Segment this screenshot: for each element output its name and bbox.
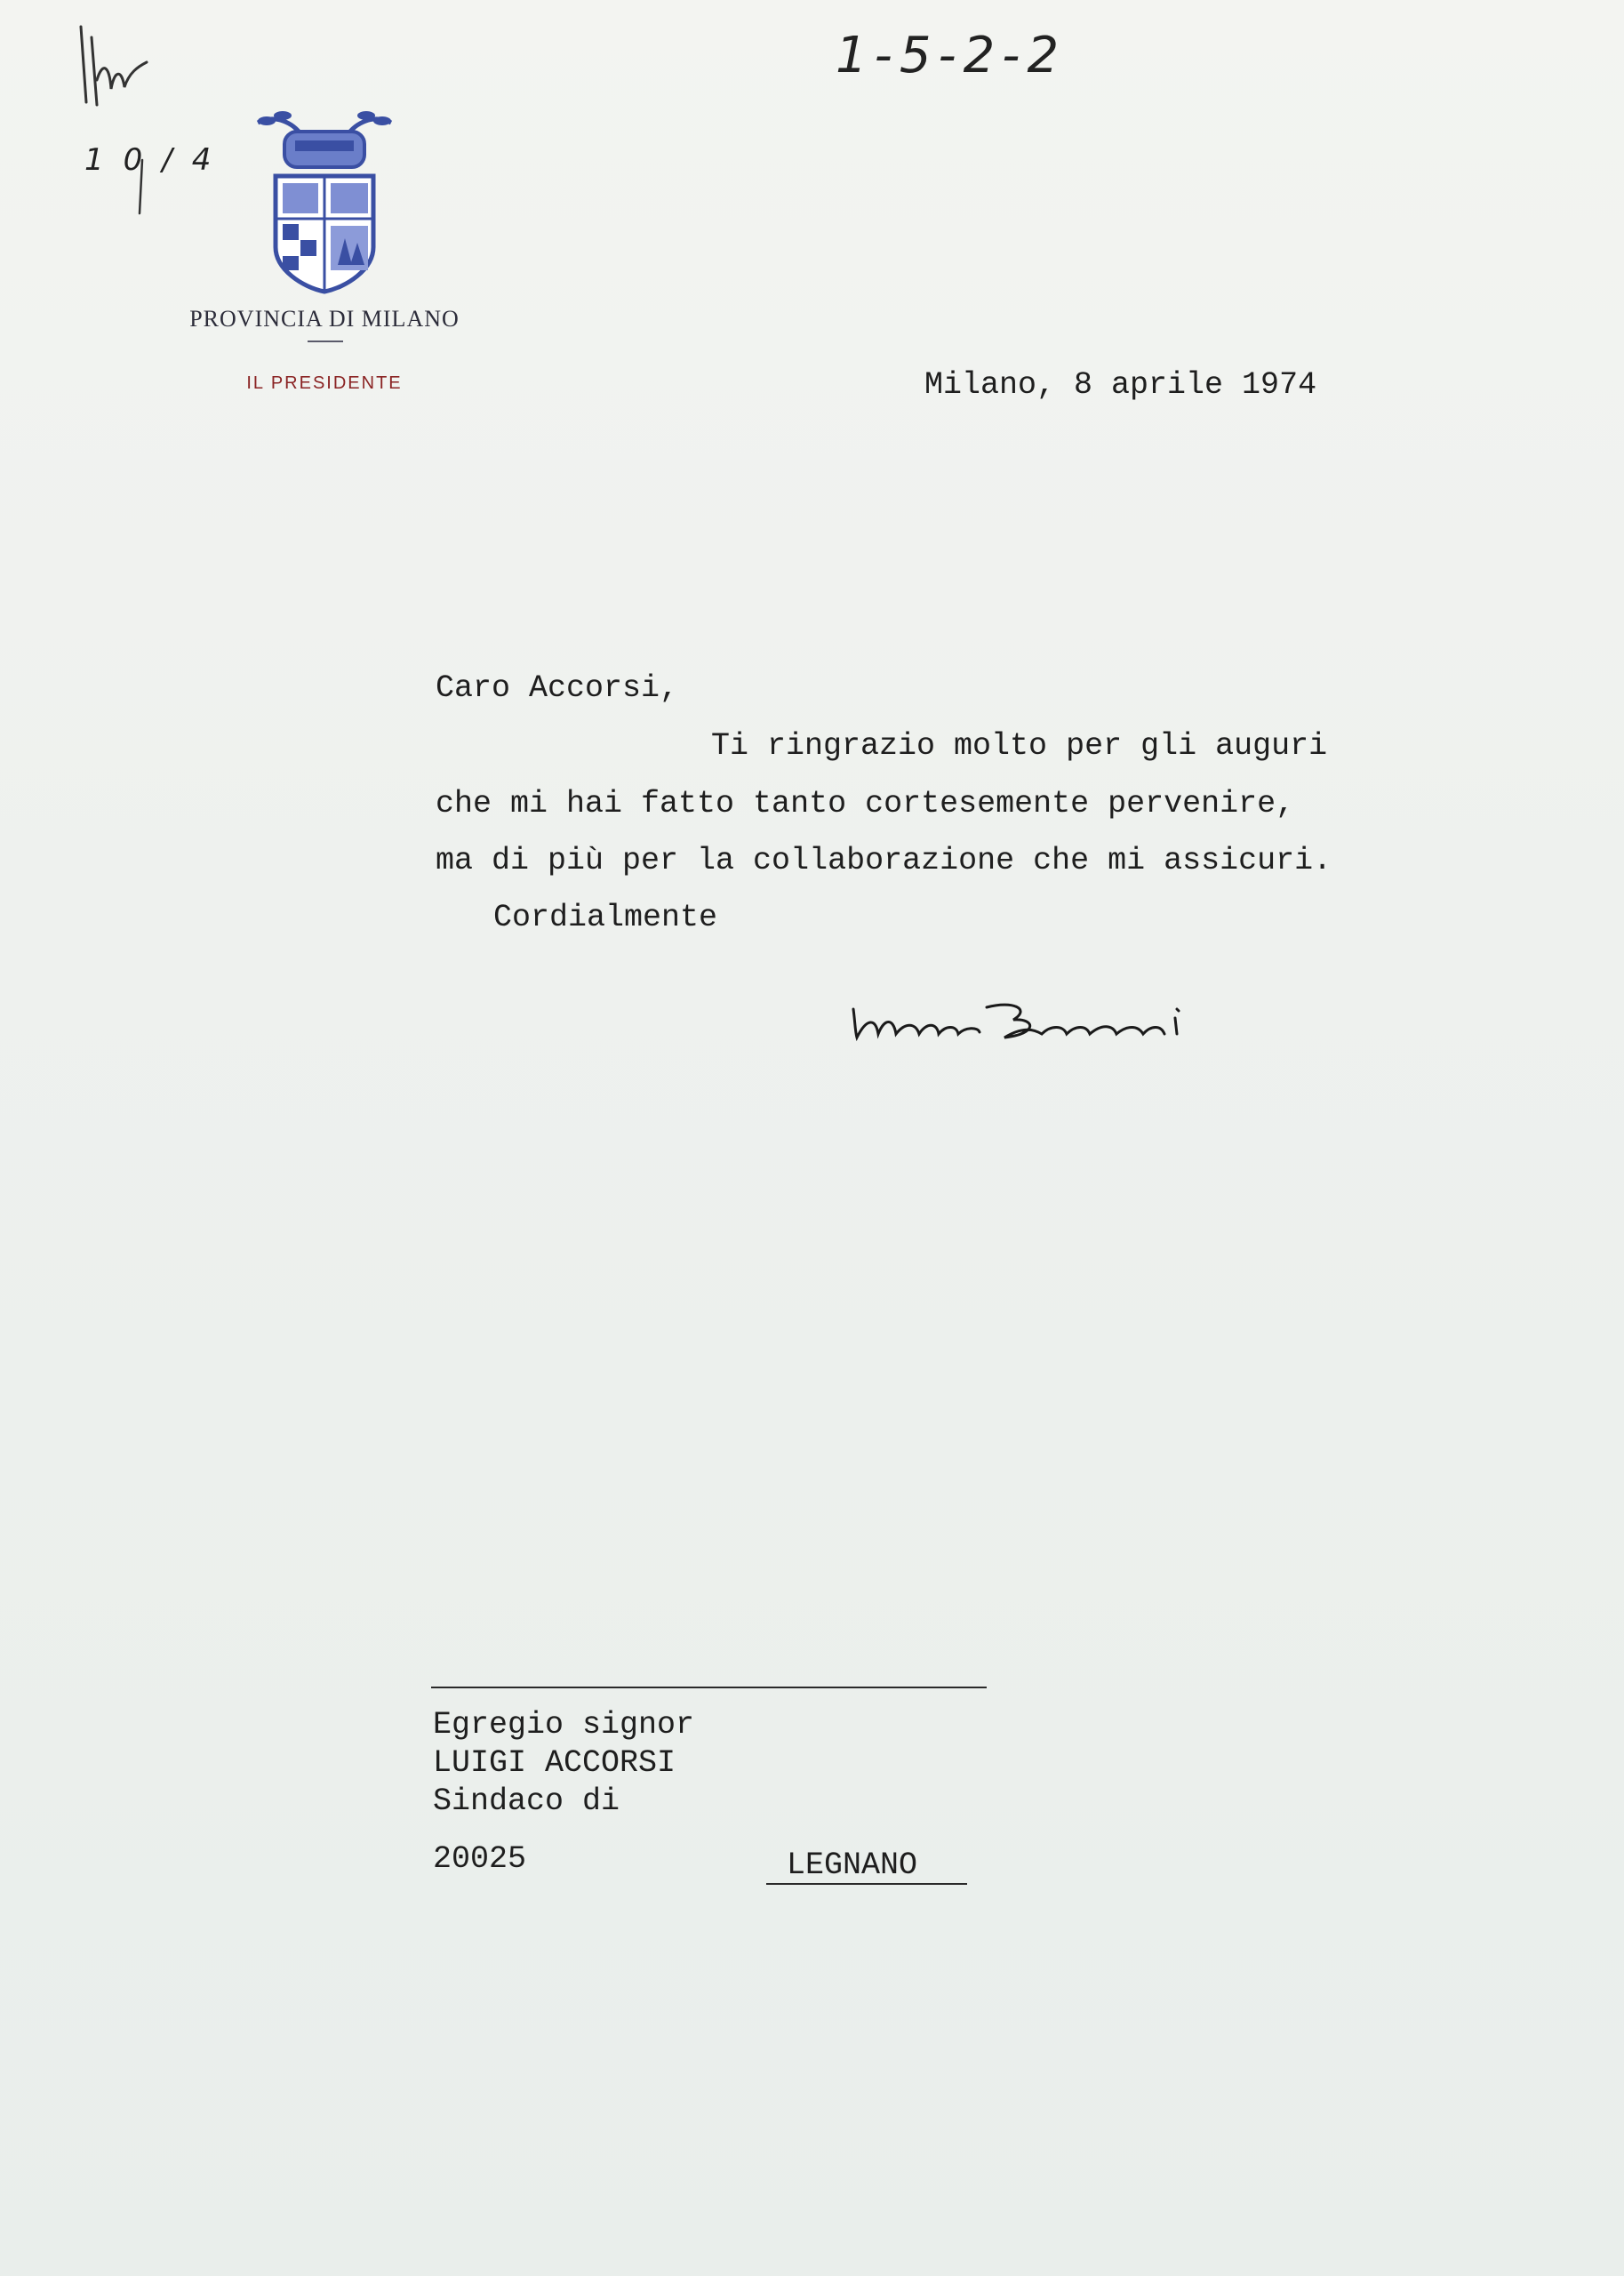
signature	[844, 982, 1298, 1062]
recipient-name: LUIGI ACCORSI	[433, 1745, 676, 1781]
recipient-city: LEGNANO	[787, 1847, 918, 1883]
city-underline	[766, 1883, 967, 1885]
letterhead-divider	[308, 341, 343, 342]
body-line-1: Ti ringrazio molto per gli auguri	[711, 728, 1328, 764]
postal-code: 20025	[433, 1841, 527, 1877]
initials-note: 10/4	[84, 142, 231, 178]
place-date: Milano, 8 aprile 1974	[924, 367, 1317, 403]
recipient-honorific: Egregio signor	[433, 1707, 695, 1743]
address-rule	[431, 1687, 987, 1688]
body-line-2: che mi hai fatto tanto cortesemente pervenire,	[436, 786, 1295, 821]
coat-of-arms-icon	[249, 105, 400, 296]
organization-name: PROVINCIA DI MILANO	[189, 306, 460, 332]
salutation: Caro Accorsi,	[436, 670, 679, 706]
recipient-title: Sindaco di	[433, 1783, 620, 1819]
handwritten-initials	[76, 18, 191, 222]
handwritten-reference: 1-5-2-2	[836, 27, 1067, 84]
closing: Cordialmente	[493, 900, 718, 935]
office-title: IL PRESIDENTE	[246, 373, 403, 393]
body-line-3: ma di più per la collaborazione che mi assicuri.	[436, 843, 1332, 878]
